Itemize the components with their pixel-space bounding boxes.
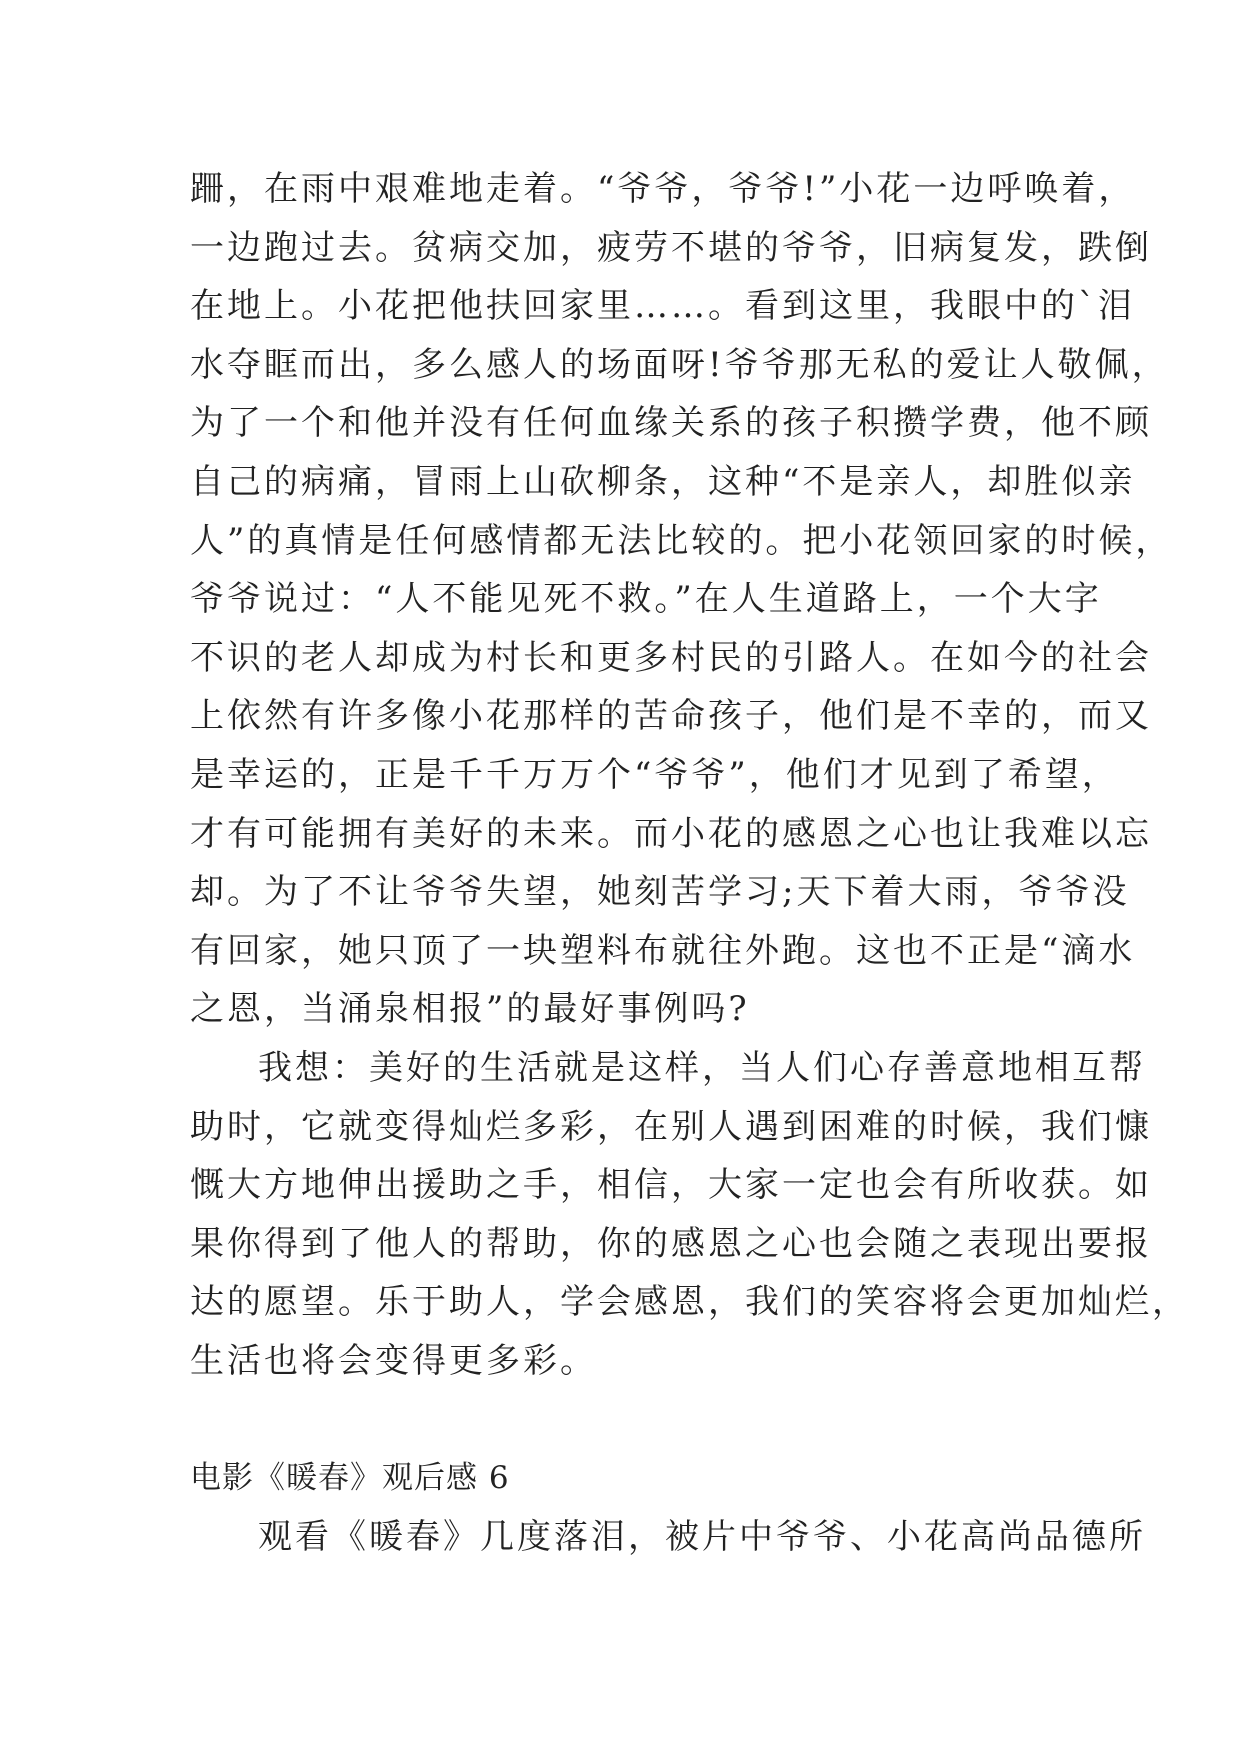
text-line: 为了一个和他并没有任何血缘关系的孩子积攒学费，他不顾: [190, 403, 1152, 444]
text-line: 助时，它就变得灿烂多彩，在别人遇到困难的时候，我们慷: [190, 1106, 1152, 1147]
text-line: 跚，在雨中艰难地走着。“爷爷，爷爷!”小花一边呼唤着，: [190, 169, 1136, 209]
text-line: 是幸运的，正是千千万万个“爷爷”，他们才见到了希望，: [190, 754, 1119, 795]
blank-line: [190, 1390, 1050, 1449]
text-line: 却。为了不让爷爷失望，她刻苦学习;天下着大雨，爷爷没: [190, 872, 1130, 913]
text-line: 上依然有许多像小花那样的苦命孩子，他们是不幸的，而又: [190, 696, 1152, 737]
section-heading: 电影《暖春》观后感 6: [190, 1460, 510, 1497]
paragraph-continued: [190, 160, 1173, 1039]
text-line: 慨大方地伸出援助之手，相信，大家一定也会有所收获。如: [190, 1165, 1152, 1206]
text-line: 不识的老人却成为村长和更多村民的引路人。在如今的社会: [190, 637, 1152, 678]
document-body: [190, 160, 1189, 1566]
text-line: 自己的病痛，冒雨上山砍柳条，这种“不是亲人，却胜似亲: [190, 461, 1136, 502]
paragraph-next: [190, 1508, 1146, 1567]
text-line: 达的愿望。乐于助人，学会感恩，我们的笑容将会更加灿烂，: [190, 1282, 1189, 1323]
text-line-indented: 我想：美好的生活就是这样，当人们心存善意地相互帮: [258, 1047, 1146, 1088]
text-line-last: 生活也将会变得更多彩。: [190, 1340, 597, 1381]
text-line: 才有可能拥有美好的未来。而小花的感恩之心也让我难以忘: [190, 813, 1152, 854]
paragraph-conclusion: [190, 1039, 1189, 1391]
text-line-last: 之恩，当涌泉相报”的最好事例吗?: [190, 989, 750, 1030]
text-line: 果你得到了他人的帮助，你的感恩之心也会随之表现出要报: [190, 1223, 1152, 1264]
text-line: 一边跑过去。贫病交加，疲劳不堪的爷爷，旧病复发，跌倒: [190, 227, 1152, 268]
text-line: 水夺眶而出，多么感人的场面呀!爷爷那无私的爱让人敬佩，: [190, 344, 1169, 385]
text-line: 爷爷说过：“人不能见死不救。”在人生道路上，一个大字: [190, 579, 1102, 620]
text-line-indented: 观看《暖春》几度落泪，被片中爷爷、小花高尚品德所: [258, 1516, 1146, 1557]
text-line: 有回家，她只顶了一块塑料布就往外跑。这也不正是“滴水: [190, 930, 1136, 971]
text-line: 人”的真情是任何感情都无法比较的。把小花领回家的时候，: [190, 520, 1173, 561]
text-line: 在地上。小花把他扶回家里……。看到这里，我眼中的`泪: [190, 286, 1135, 327]
